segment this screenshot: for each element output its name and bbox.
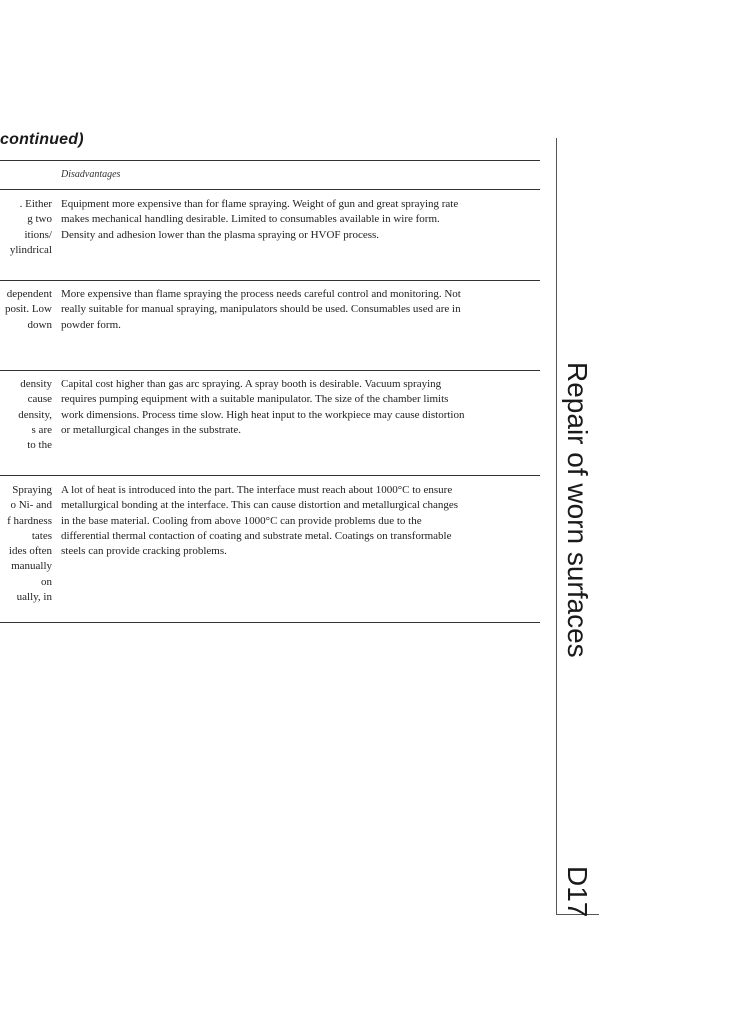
text-line: requires pumping equipment with a suitable manipulator. The size of the chamber limits — [61, 393, 449, 406]
fragment-line: dependent — [6, 288, 52, 300]
fragment-line: to the — [27, 439, 52, 452]
fragment-line: o Ni- and — [10, 499, 52, 512]
page-code: D17 — [562, 866, 593, 918]
fragment-line: . Either — [19, 198, 52, 210]
fragment-line: density — [20, 378, 52, 390]
text-line: powder form. — [61, 318, 121, 331]
text-line: Density and adhesion lower than the plasma spraying or HVOF process. — [61, 228, 380, 241]
text-line: metallurgical bonding at the interface. This can cause distortion and metallurgical changes — [61, 499, 459, 512]
text-line: really suitable for manual spraying, manipulators should be used. Consumables used are in — [61, 303, 461, 316]
fragment-line: manually — [11, 560, 52, 573]
fragment-line: s are — [31, 423, 52, 436]
fragment-line: f hardness — [7, 514, 52, 527]
text-line: in the base material. Cooling from above 1000°C can provide problems due to the — [61, 514, 422, 527]
text-line: steels can provide cracking problems. — [61, 545, 227, 558]
header-bottom-rule — [0, 189, 540, 190]
fragment-line: ually, in — [16, 591, 52, 604]
disadvantages-column-header: Disadvantages — [61, 169, 121, 180]
section-title: Repair of worn surfaces — [562, 362, 593, 658]
text-line: More expensive than flame spraying the process needs careful control and monitoring. Not — [61, 288, 461, 300]
table-bottom-rule — [0, 622, 540, 623]
fragment-line: on — [41, 575, 52, 588]
fragment-line: cause — [27, 393, 52, 406]
fragment-line: Spraying — [12, 484, 52, 496]
row-2-left-fragment — [0, 287, 52, 333]
text-line: Equipment more expensive than for flame spraying. Weight of gun and great spraying rate — [61, 198, 459, 210]
table-top-rule — [0, 160, 540, 161]
row-4-disadvantages — [61, 483, 540, 559]
row-1-left-fragment — [0, 197, 52, 258]
text-line: makes mechanical handling desirable. Limited to consumables available in wire form. — [61, 213, 440, 226]
fragment-line: tates — [31, 529, 52, 542]
text-line: Capital cost higher than gas arc spraying. A spray booth is desirable. Vacuum spraying — [61, 378, 442, 390]
text-line: A lot of heat is introduced into the part. The interface must reach about 1000°C to ensure — [61, 484, 453, 496]
row-3-disadvantages — [61, 377, 540, 438]
fragment-line: density, — [18, 408, 52, 421]
fragment-line: ides often — [8, 545, 52, 558]
fragment-line: down — [27, 318, 52, 331]
text-line: work dimensions. Process time slow. High heat input to the workpiece may cause distortion — [61, 408, 465, 421]
row-1-disadvantages — [61, 197, 540, 243]
table-caption: continued) — [0, 131, 84, 148]
row-3-left-fragment — [0, 377, 52, 453]
text-line: or metallurgical changes in the substrate. — [61, 423, 242, 436]
row-divider — [0, 370, 540, 371]
row-2-disadvantages — [61, 287, 540, 333]
fragment-line: g two — [27, 213, 52, 226]
fragment-line: itions/ — [24, 228, 52, 241]
fragment-line: ylindrical — [9, 243, 52, 256]
fragment-line: posit. Low — [4, 303, 52, 316]
row-4-left-fragment — [0, 483, 52, 605]
text-line: differential thermal contaction of coating and substrate metal. Coatings on transformable — [61, 529, 452, 542]
row-divider — [0, 475, 540, 476]
row-divider — [0, 280, 540, 281]
